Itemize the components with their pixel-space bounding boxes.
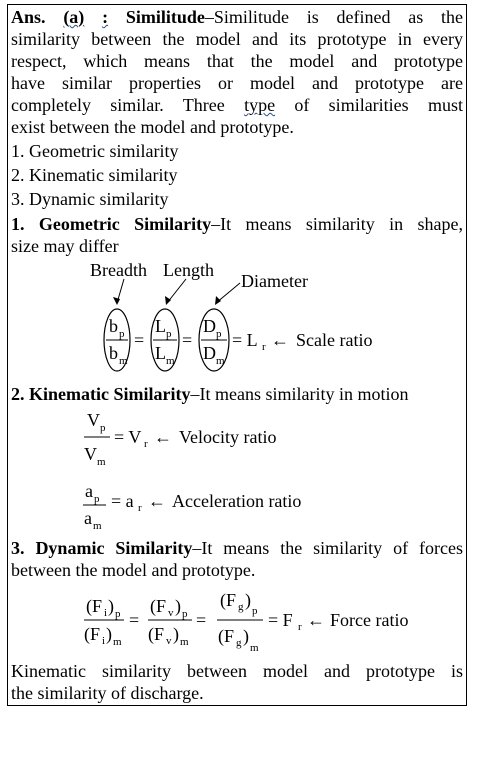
dynamic-heading-line: 3. Dynamic Similarity–It means the similarity of forces: [11, 538, 463, 558]
svg-text:V: V: [87, 410, 100, 430]
answer-label: Ans.: [11, 7, 46, 27]
svg-text:r: r: [144, 438, 148, 450]
svg-text:g: g: [238, 601, 244, 613]
svg-text:p: p: [100, 422, 106, 434]
svg-text:=: =: [196, 610, 207, 630]
svg-text:=: =: [134, 330, 145, 350]
svg-text:p: p: [115, 608, 121, 620]
dynamic-heading: 3. Dynamic Similarity: [11, 538, 193, 558]
intro-line: respect, which means that the model and prototype: [11, 51, 463, 71]
type-item: 1. Geometric similarity: [11, 141, 179, 161]
closing-line1: Kinematic similarity between model and prototype is: [11, 661, 463, 681]
velocity-ratio-caption: Velocity ratio: [179, 427, 277, 447]
svg-text:=: =: [182, 330, 193, 350]
svg-text:V: V: [84, 444, 97, 464]
svg-text:m: m: [113, 636, 122, 648]
answer-term: Similitude: [125, 7, 205, 27]
svg-text:←: ←: [307, 610, 325, 630]
svg-text:L: L: [155, 316, 166, 336]
svg-text:m: m: [180, 636, 189, 648]
svg-text:p: p: [182, 608, 188, 620]
svg-text:=: =: [129, 610, 140, 630]
svg-text:(F: (F: [148, 624, 165, 644]
svg-text:): ): [108, 596, 114, 616]
svg-text:(F: (F: [150, 596, 167, 616]
svg-text:a: a: [85, 481, 93, 501]
acceleration-ratio-caption: Acceleration ratio: [172, 491, 302, 511]
svg-text:): ): [245, 590, 251, 610]
svg-text:i: i: [102, 635, 106, 647]
dynamic-line2: between the model and prototype.: [11, 560, 256, 580]
svg-text:(F: (F: [220, 590, 237, 610]
kinematic-heading-line: 2. Kinematic Similarity–It means similarity in motion: [11, 384, 409, 404]
label-breadth: Breadth: [90, 260, 147, 280]
svg-text:p: p: [252, 605, 258, 617]
type-item: 3. Dynamic similarity: [11, 189, 169, 209]
svg-text:m: m: [119, 355, 128, 367]
svg-text:b: b: [109, 316, 118, 336]
svg-text:i: i: [104, 607, 108, 619]
force-ratio-caption: Force ratio: [330, 610, 409, 630]
svg-text:r: r: [262, 341, 266, 353]
answer-part: (a): [63, 7, 85, 27]
svg-text:m: m: [166, 355, 175, 367]
svg-text:D: D: [203, 343, 216, 363]
label-diameter: Diameter: [241, 271, 308, 291]
svg-text:): ): [175, 596, 181, 616]
intro-line: exist between the model and prototype.: [11, 117, 294, 137]
svg-text:←: ←: [271, 330, 289, 350]
svg-text:= a: = a: [111, 491, 134, 511]
svg-text:(F: (F: [218, 626, 235, 646]
svg-text:L: L: [155, 343, 166, 363]
svg-text:p: p: [216, 328, 222, 340]
svg-text:p: p: [94, 493, 100, 505]
svg-text:= V: = V: [114, 427, 142, 447]
geometric-heading: 1. Geometric Similarity: [11, 214, 212, 234]
svg-text:): ): [173, 624, 179, 644]
intro-line1-rest: –Similitude is defined as the: [204, 7, 464, 27]
svg-text:←: ←: [154, 427, 172, 447]
svg-text:v: v: [168, 607, 174, 619]
geometric-line2: size may differ: [11, 236, 119, 256]
scale-ratio-caption: Scale ratio: [296, 330, 373, 350]
svg-text:r: r: [298, 621, 302, 633]
svg-text:g: g: [236, 637, 242, 649]
svg-text:(F: (F: [86, 596, 103, 616]
kinematic-heading: 2. Kinematic Similarity: [11, 384, 191, 404]
label-length: Length: [163, 260, 214, 280]
answer-colon: :: [102, 7, 109, 27]
svg-text:p: p: [119, 328, 125, 340]
svg-text:m: m: [97, 456, 106, 468]
svg-text:= F: = F: [268, 610, 293, 630]
svg-text:m: m: [216, 355, 225, 367]
svg-text:): ): [106, 624, 112, 644]
intro-line: similarity between the model and its prototype in every: [11, 29, 463, 49]
geometric-heading-line: 1. Geometric Similarity–It means similarity in shape,: [11, 214, 463, 234]
svg-text:r: r: [138, 502, 142, 514]
svg-text:D: D: [203, 316, 216, 336]
svg-text:m: m: [93, 520, 102, 532]
svg-text:): ): [243, 626, 249, 646]
svg-text:←: ←: [148, 491, 166, 511]
svg-text:p: p: [166, 328, 172, 340]
svg-text:(F: (F: [84, 624, 101, 644]
svg-text:a: a: [84, 508, 92, 528]
closing-line2: the similarity of discharge.: [11, 683, 204, 703]
type-item: 2. Kinematic similarity: [11, 165, 178, 185]
intro-line: have similar properties or model and prototype are: [11, 73, 463, 93]
intro-line: completely similar. Three type of similarities must: [11, 95, 463, 115]
svg-text:m: m: [250, 642, 259, 654]
svg-text:= L: = L: [232, 330, 258, 350]
svg-text:b: b: [109, 343, 118, 363]
svg-text:v: v: [166, 635, 172, 647]
